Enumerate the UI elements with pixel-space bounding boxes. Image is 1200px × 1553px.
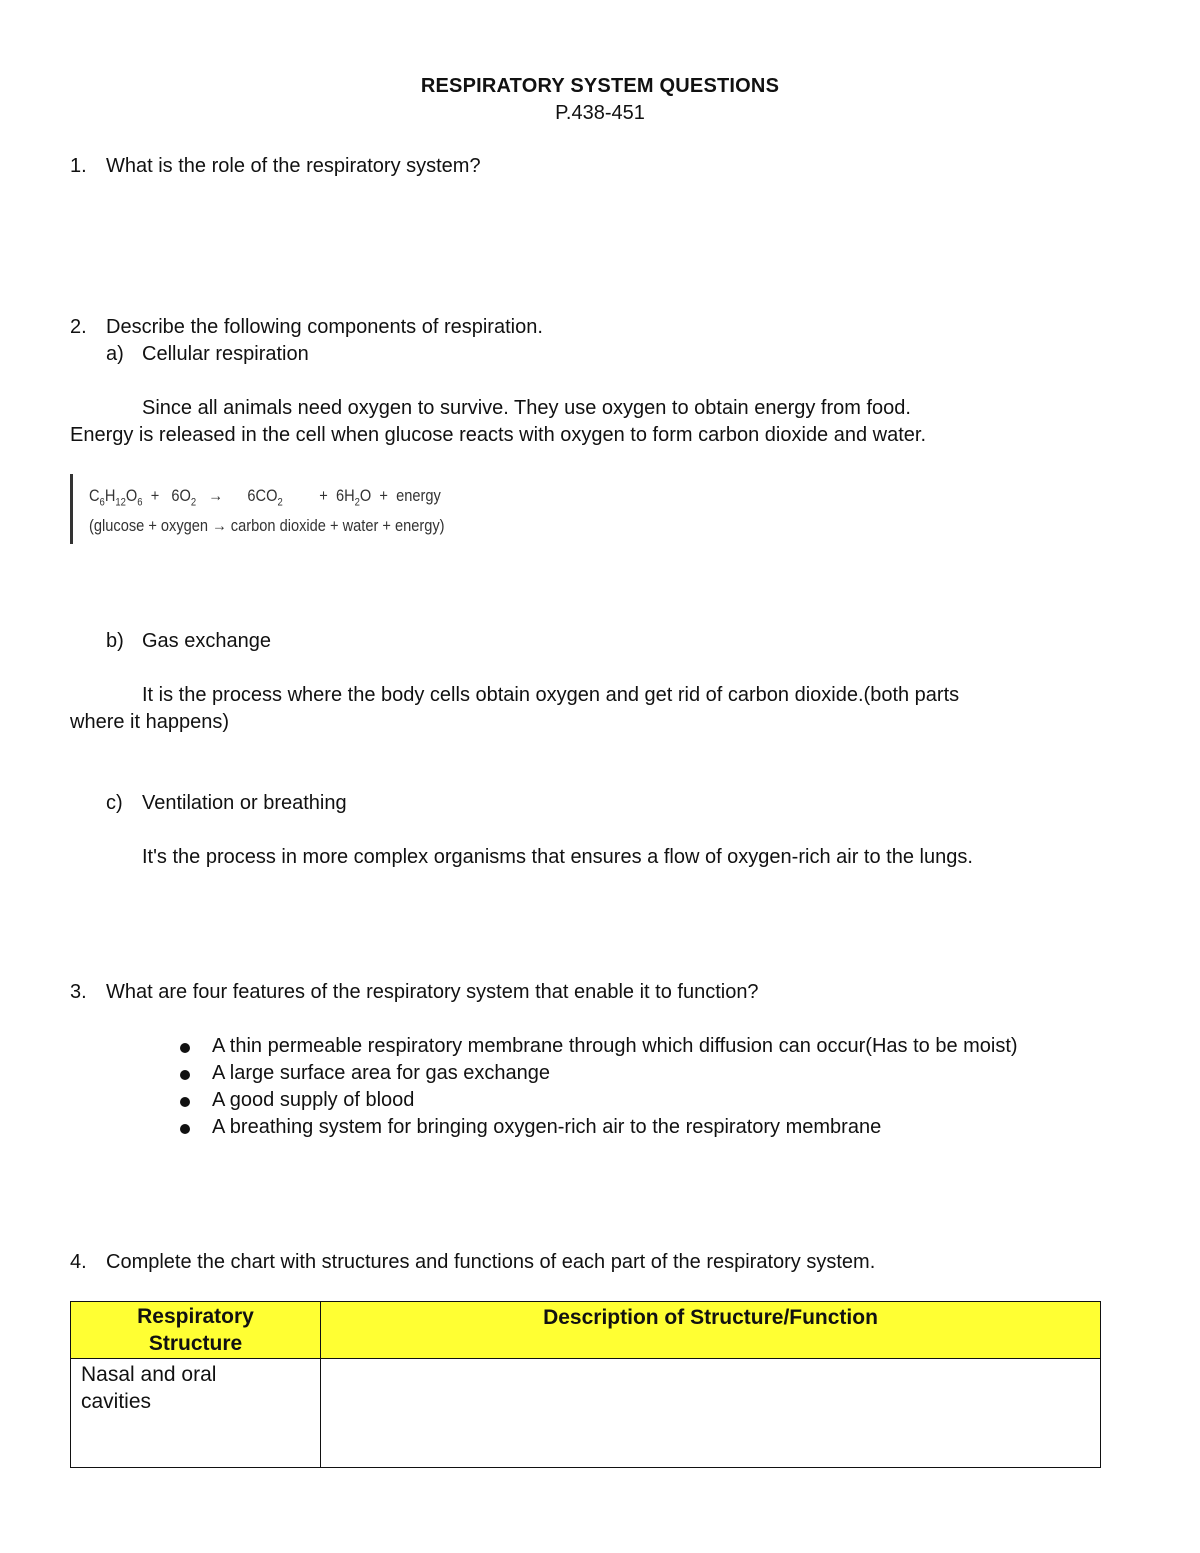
list-item: A thin permeable respiratory membrane through which diffusion can occur(Has to be moist) [176,1033,1106,1060]
answer-b-line-2: where it happens) [70,711,229,733]
answer-c-line-1: It's the process in more complex organisms that ensures a flow of oxygen-rich air to the lungs. [142,846,973,868]
table-row [71,1359,1101,1468]
question-2 [70,314,543,341]
chemical-equation: $C_6H_{12}O_6 + 6O_2$ → $6CO_2$ + $6H_2O$ + energy [89,486,441,509]
subquestion-b [106,628,271,655]
subquestion-heading: Cellular respiration [142,343,309,365]
column-header-description: Description of Structure/Function [321,1302,1101,1359]
question-number: 3. [70,981,87,1003]
question-text: Complete the chart with structures and functions of each part of the respiratory system. [106,1251,876,1273]
page-title: RESPIRATORY SYSTEM QUESTIONS [420,75,780,97]
column-header-structure: Respiratory Structure [71,1302,321,1359]
features-list [176,1033,1106,1141]
carbon-dioxide-formula: $6CO_2$ [247,486,283,509]
list-item: A breathing system for bringing oxygen-rich air to the respiratory membrane [176,1114,1106,1141]
bullet-icon [180,1124,190,1134]
question-number: 4. [70,1251,87,1273]
bullet-icon [180,1043,190,1053]
bullet-icon [180,1070,190,1080]
list-item: A large surface area for gas exchange [176,1060,1106,1087]
question-text: What are four features of the respiratory system that enable it to function? [106,981,759,1003]
subquestion-heading: Ventilation or breathing [142,792,347,814]
description-cell[interactable] [321,1359,1101,1468]
subquestion-label: c) [106,792,123,814]
question-text: Describe the following components of respiration. [106,316,543,338]
list-item: A good supply of blood [176,1087,1106,1114]
subquestion-label: a) [106,343,124,365]
answer-a-line-1: Since all animals need oxygen to survive. They use oxygen to obtain energy from food. [142,397,911,419]
glucose-formula: $C_6H_{12}O_6$ [89,486,143,509]
structure-function-table [70,1301,1101,1468]
subquestion-c [106,790,347,817]
bullet-icon [180,1097,190,1107]
subquestion-label: b) [106,630,124,652]
question-3 [70,979,759,1006]
question-number: 1. [70,155,87,177]
subquestion-heading: Gas exchange [142,630,271,652]
question-text: What is the role of the respiratory system? [106,155,481,177]
word-equation: (glucose + oxygen → carbon dioxide + water + energy) [89,516,445,535]
subquestion-a [106,341,309,368]
oxygen-formula: $6O_2$ [171,486,197,509]
structure-cell: Nasal and oral cavities [71,1359,321,1468]
energy-term: energy [396,486,441,505]
water-formula: $6H_2O$ [335,486,372,509]
answer-a-line-2: Energy is released in the cell when glucose reacts with oxygen to form carbon dioxide and water. [70,424,927,446]
page-range: P.438-451 [555,102,645,124]
question-4 [70,1249,875,1276]
question-number: 2. [70,316,87,338]
question-1 [70,153,481,180]
table-header-row [71,1302,1101,1359]
answer-b-line-1: It is the process where the body cells obtain oxygen and get rid of carbon dioxide.(both parts [142,684,960,706]
respiration-equation [70,474,503,544]
